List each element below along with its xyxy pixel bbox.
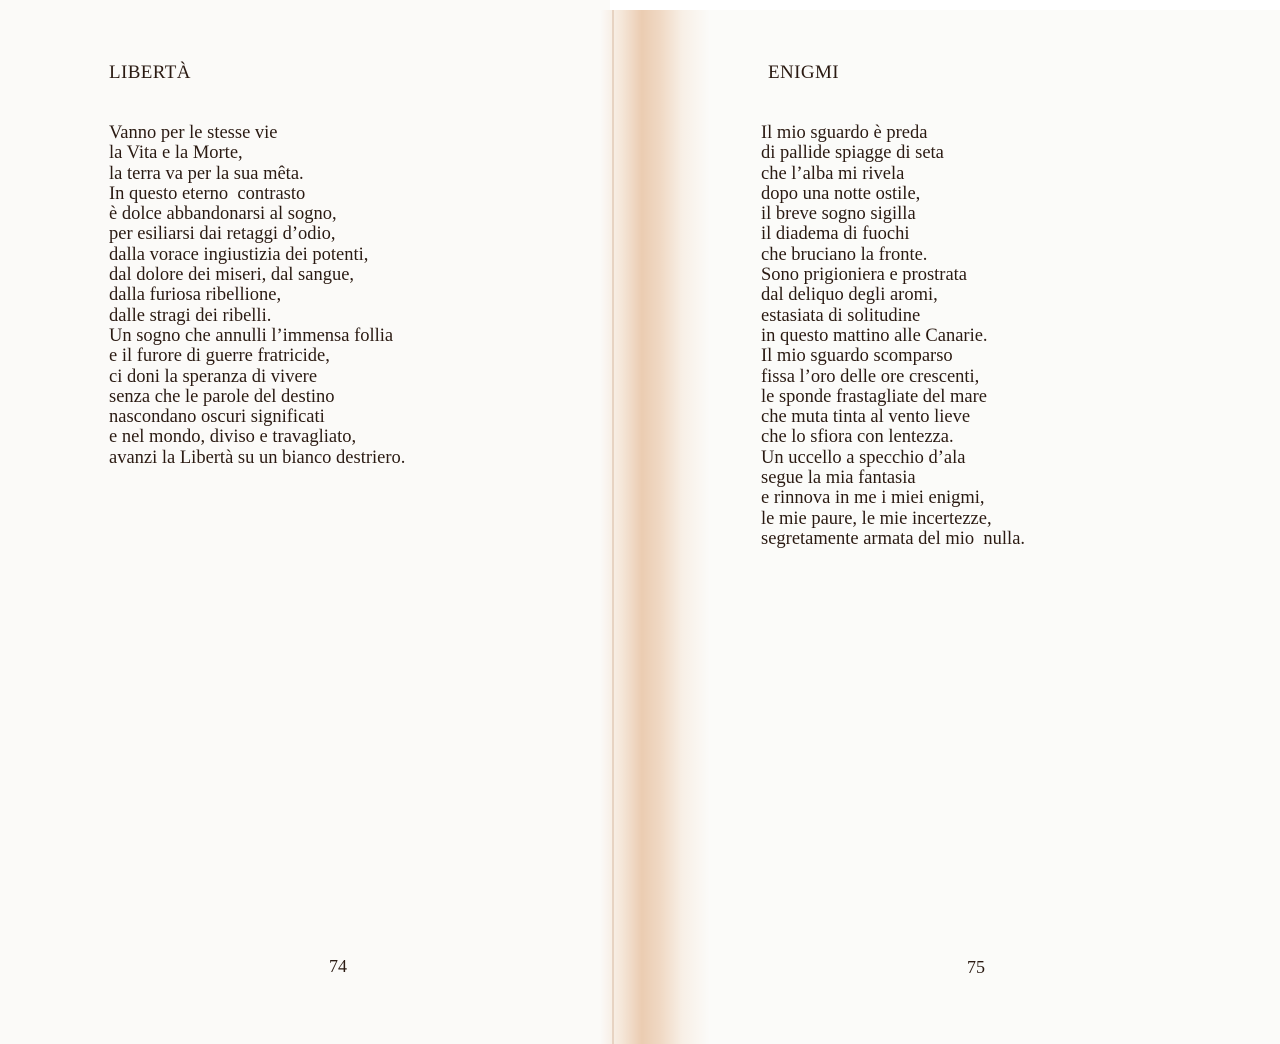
poem-line: è dolce abbandonarsi al sogno, [109,204,337,225]
poem-line: Il mio sguardo è preda [761,123,928,143]
poem-line: Sono prigioniera e prostrata [761,265,968,286]
poem-line: per esiliarsi dai retaggi d’odio, [109,224,336,245]
poem-line: il breve sogno sigilla [761,204,916,225]
poem-line: le mie paure, le mie incertezze, [761,508,992,529]
poem-line: In questo eterno contrasto [109,183,306,204]
poem-line: e il furore di guerre fratricide, [109,346,330,367]
poem-line: Vanno per le stesse vie [109,123,278,143]
poem-title-liberta: LIBERTÀ [109,62,191,83]
poem-line: dal dolore dei miseri, dal sangue, [109,265,355,286]
poem-line: Il mio sguardo scomparso [761,346,953,367]
poem-line: di pallide spiagge di seta [761,143,944,164]
poem-line: ci doni la speranza di vivere [109,366,318,387]
poem-line: dalla furiosa ribellione, [109,285,282,306]
poem-line: che lo sfiora con lentezza. [761,427,954,448]
poem-line: e rinnova in me i miei enigmi, [761,488,985,509]
poem-title-enigmi: ENIGMI [768,62,839,83]
page-number-right: 75 [967,957,985,977]
poem-line: nascondano oscuri significati [109,407,325,428]
poem-line: la Vita e la Morte, [109,143,243,164]
scan-top-margin [610,0,1280,10]
poem-line: il diadema di fuochi [761,224,910,245]
binding-gutter [600,10,710,1044]
poem-line: in questo mattino alle Canarie. [761,325,988,346]
poem-line: fissa l’oro delle ore crescenti, [761,366,980,387]
right-page [640,0,1280,1044]
poem-line: avanzi la Libertà su un bianco destriero. [109,447,406,468]
poem-line: dalle stragi dei ribelli. [109,305,272,326]
page-number-left: 74 [329,956,347,976]
binding-crease [612,10,614,1044]
poem-line: dalla vorace ingiustizia dei potenti, [109,244,369,265]
poem-line: e nel mondo, diviso e travagliato, [109,427,357,448]
poem-line: Un sogno che annulli l’immensa follia [109,325,394,346]
poem-line: che bruciano la fronte. [761,244,928,265]
poem-line: Un uccello a specchio d’ala [761,447,966,468]
poem-text-liberta [109,123,405,468]
poem-line: senza che le parole del destino [109,386,335,407]
poem-text-enigmi [761,123,1025,549]
poem-line: che l’alba mi rivela [761,163,905,184]
poem-line: segue la mia fantasia [761,468,916,489]
poem-line: dal deliquo degli aromi, [761,285,938,306]
poem-line: che muta tinta al vento lieve [761,407,971,428]
poem-line: dopo una notte ostile, [761,183,921,204]
poem-line: segretamente armata del mio nulla. [761,528,1026,549]
poem-line: estasiata di solitudine [761,305,921,326]
poem-line: le sponde frastagliate del mare [761,386,988,407]
poem-line: la terra va per la sua mêta. [109,163,304,184]
